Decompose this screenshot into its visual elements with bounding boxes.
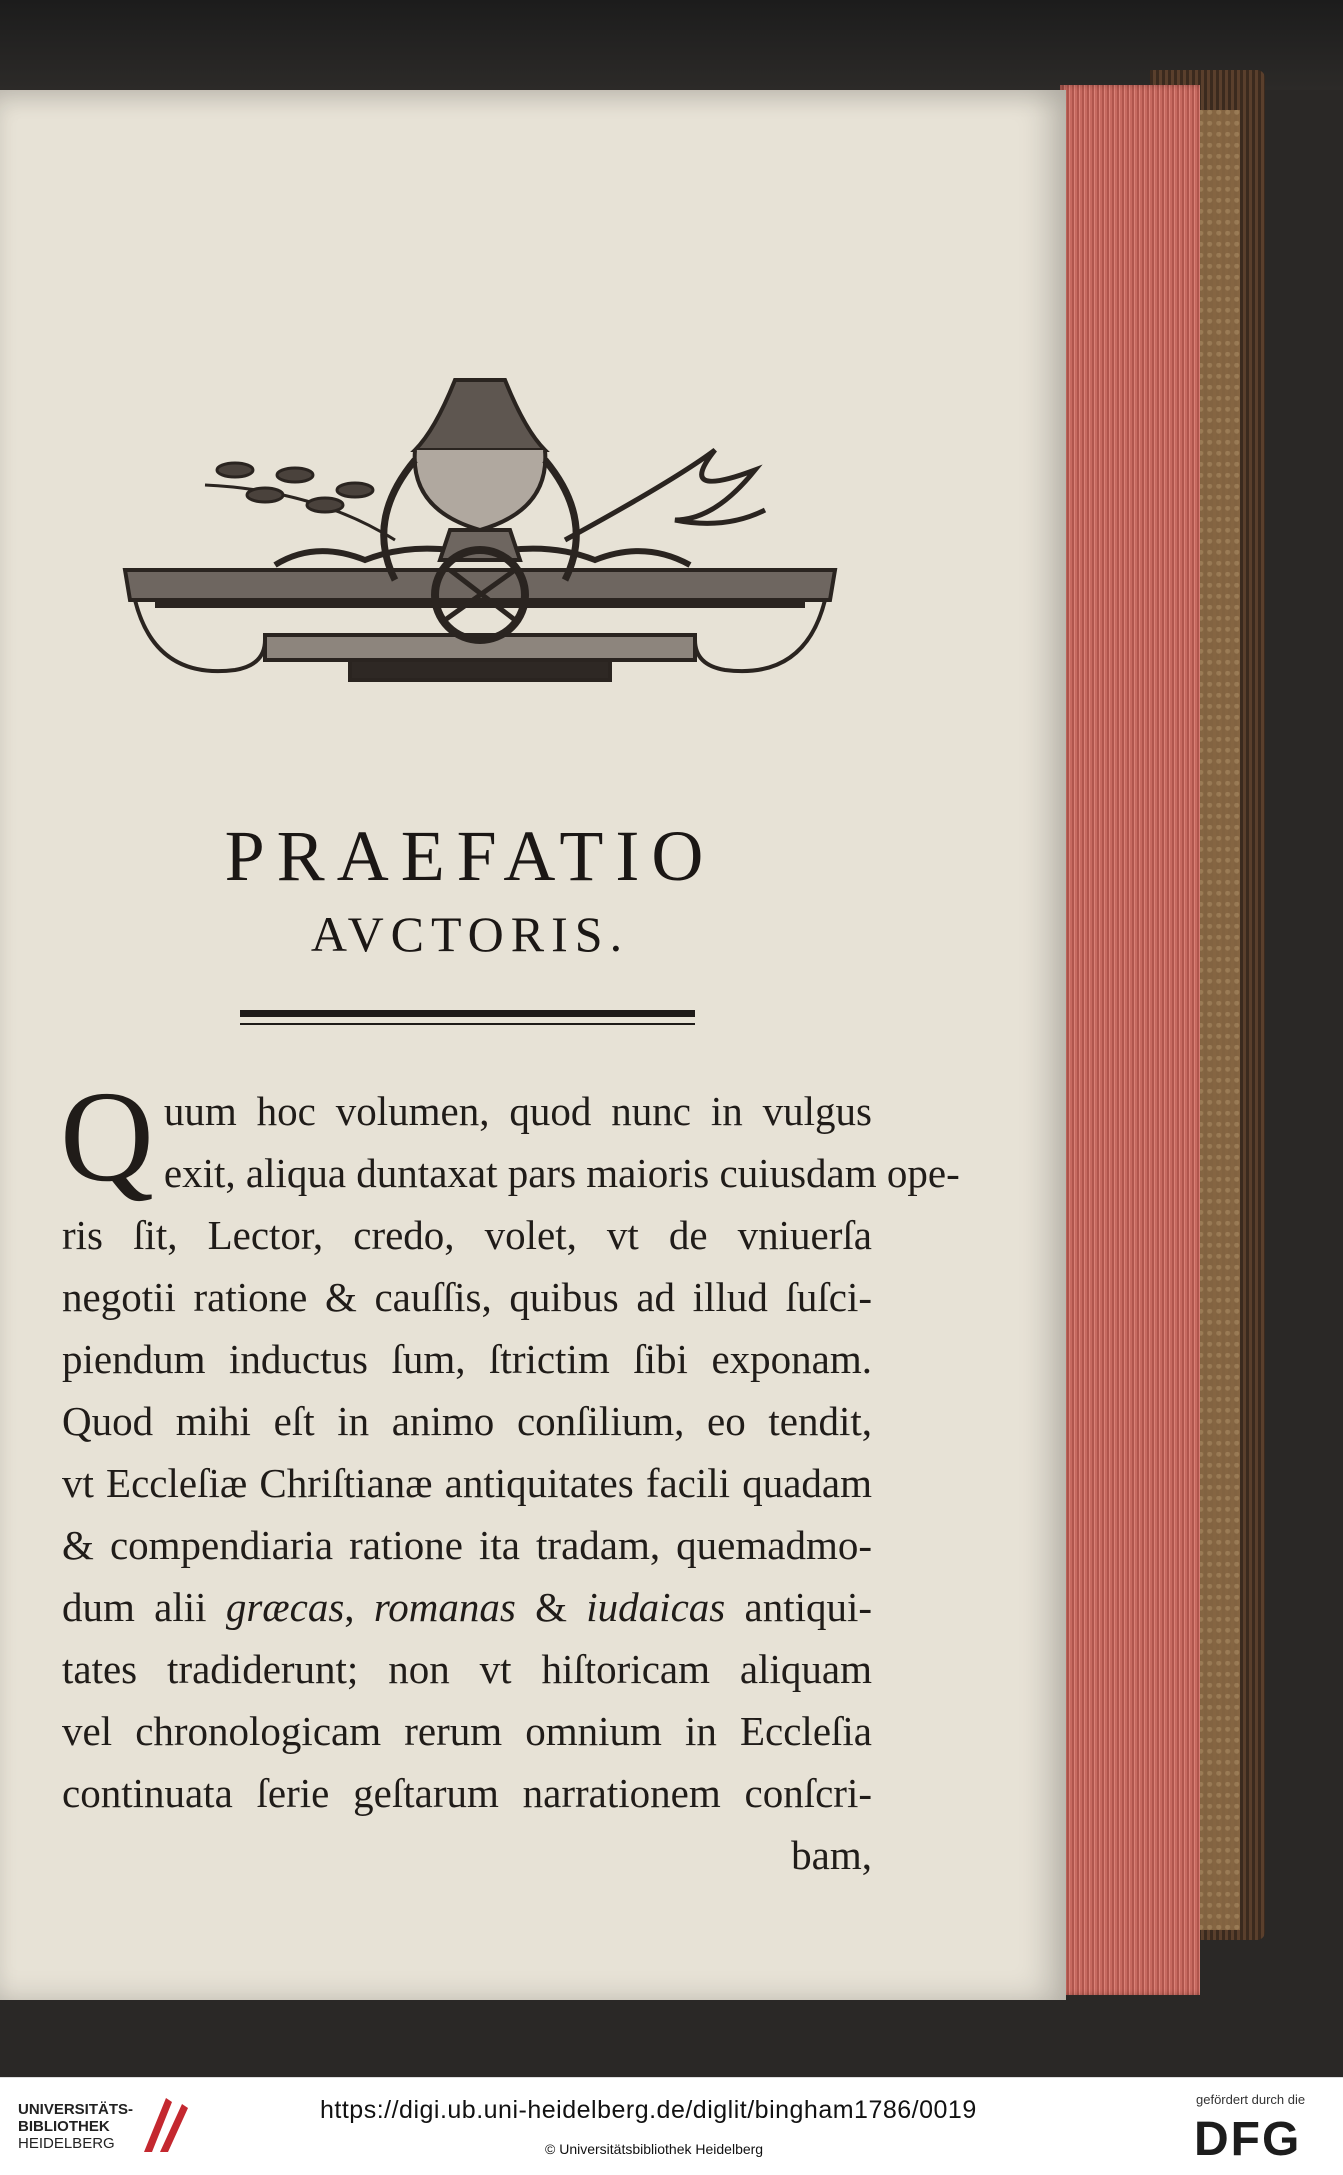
text-line: negotii ratione & cauſſis, quibus ad illud ſuſci-	[62, 1274, 872, 1320]
text-fragment: dum alii	[62, 1584, 207, 1630]
permalink-url[interactable]: https://digi.ub.uni-heidelberg.de/diglit/bingham1786/0019	[320, 2096, 977, 2124]
divider-rule-thick	[240, 1010, 695, 1017]
text-line: vel chronologicam rerum omnium in Eccleſia	[62, 1708, 872, 1754]
text-fragment: &	[515, 1584, 587, 1630]
library-name-line: BIBLIOTHEK	[18, 2118, 110, 2135]
dfg-logo: DFG	[1194, 2113, 1302, 2166]
text-line-mixed	[62, 1576, 872, 1638]
text-line: tates tradiderunt; non vt hiſtoricam aliquam	[62, 1646, 872, 1692]
divider-rule-thin	[240, 1023, 695, 1025]
text-line: ris ſit, Lector, credo, volet, vt de vniuerſa	[62, 1212, 872, 1258]
scan-background	[0, 0, 1343, 90]
preface-body	[60, 1065, 960, 1886]
italic-word: iudaicas	[586, 1584, 726, 1630]
library-name	[18, 2101, 133, 2152]
title-auctoris: AVCTORIS.	[310, 906, 630, 962]
text-line: uum hoc volumen, quod nunc in vulgus	[163, 1088, 872, 1134]
viewer-footer	[0, 2077, 1343, 2175]
copyright-notice: © Universitätsbibliothek Heidelberg	[545, 2141, 764, 2157]
red-page-edges	[1060, 85, 1200, 1995]
text-line: piendum inductus ſum, ſtrictim ſibi exponam.	[62, 1336, 872, 1382]
library-name-line: HEIDELBERG	[18, 2135, 115, 2152]
funding-label: gefördert durch die	[1196, 2092, 1306, 2107]
text-line: & compendiaria ratione ita tradam, quemadmo-	[62, 1522, 872, 1568]
text-fragment: ,	[344, 1584, 374, 1630]
dropcap-letter: Q	[60, 1065, 154, 1209]
text-line: exit, aliqua duntaxat pars maioris cuiusdam ope-	[163, 1150, 960, 1196]
text-fragment: antiqui-	[725, 1584, 873, 1630]
ornamental-headpiece	[115, 370, 845, 735]
library-name-line: UNIVERSITÄTS-	[18, 2101, 134, 2118]
catchword: bam,	[791, 1832, 872, 1878]
text-line: vt Eccleſiæ Chriſtianæ antiquitates facili quadam	[62, 1460, 872, 1506]
text-line: continuata ſerie geſtarum narrationem conſcri-	[62, 1770, 872, 1816]
title-praefatio: PRAEFATIO	[224, 816, 716, 896]
italic-word: græcas	[225, 1584, 345, 1630]
university-library-logo-icon	[138, 2090, 194, 2160]
text-line: Quod mihi eſt in animo conſilium, eo tendit,	[62, 1398, 872, 1444]
italic-word: romanas	[373, 1584, 516, 1630]
book-page	[0, 90, 1066, 2000]
